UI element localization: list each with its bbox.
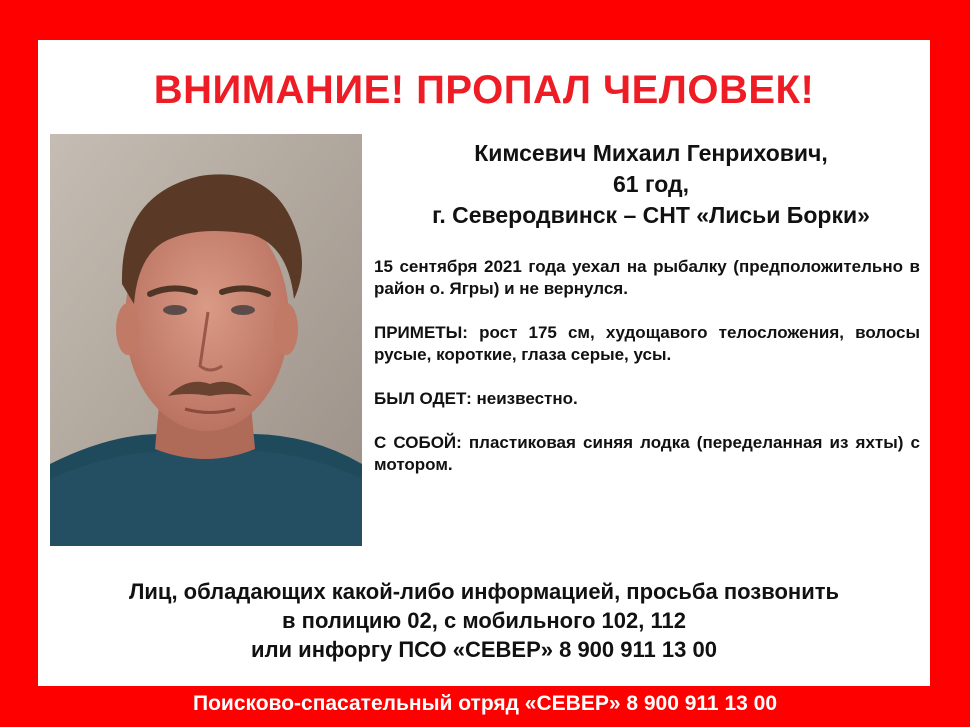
features-text: ПРИМЕТЫ: рост 175 см, худощавого телосложения, волосы русые, короткие, глаза серые, усы.: [374, 323, 920, 364]
contact-info: [38, 577, 930, 664]
contact-line-1: Лиц, обладающих какой-либо информацией, просьба позвонить: [128, 579, 840, 604]
headline: ВНИМАНИЕ! ПРОПАЛ ЧЕЛОВЕК!: [153, 68, 815, 112]
footer-text: Поисково-спасательный отряд «СЕВЕР» 8 900 911 13 00: [192, 692, 777, 715]
description: [374, 256, 920, 498]
clothing-text: БЫЛ ОДЕТ: неизвестно.: [374, 389, 578, 408]
poster-panel: [38, 40, 930, 686]
person-name: Кимсевич Михаил Генрихович,: [474, 140, 828, 166]
contact-line-3: или инфоргу ПСО «СЕВЕР» 8 900 911 13 00: [251, 637, 717, 662]
contact-line-2: в полицию 02, с мобильного 102, 112: [282, 608, 686, 633]
circumstances-text: 15 сентября 2021 года уехал на рыбалку (предположительно в район о. Ягры) и не вернулся.: [374, 257, 920, 298]
belongings-text: С СОБОЙ: пластиковая синяя лодка (переделанная из яхты) с мотором.: [374, 433, 920, 474]
person-age: 61 год,: [613, 171, 689, 197]
person-info: [378, 138, 924, 231]
person-location: г. Северодвинск – СНТ «Лисьи Борки»: [432, 202, 870, 228]
person-photo: [50, 134, 362, 546]
